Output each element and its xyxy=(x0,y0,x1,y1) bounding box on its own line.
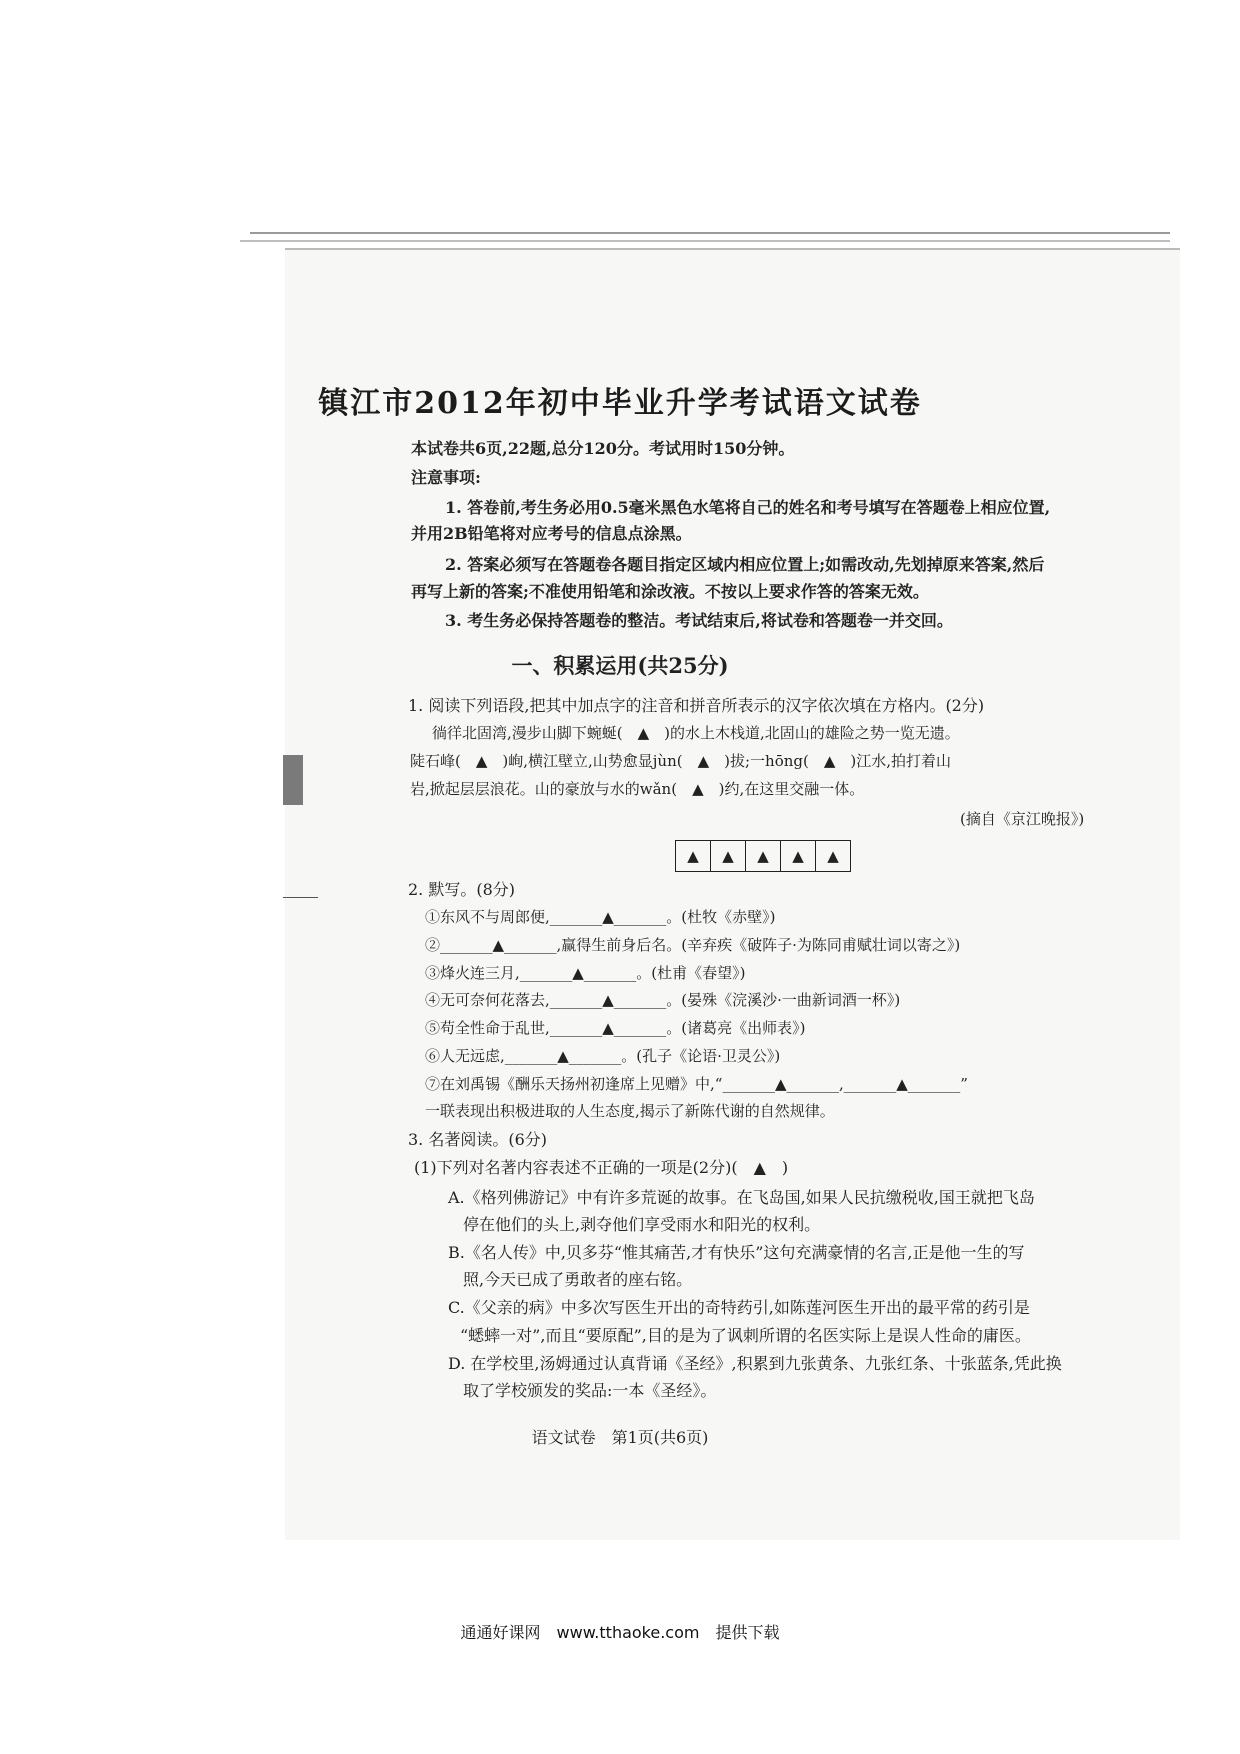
passage-line: 陡石峰( ▲ )峋,横江壁立,山势愈显jùn( ▲ )拔;一hōng( ▲ )江水,拍打着山 xyxy=(410,752,952,770)
notice-line: 2. 答案必须写在答题卷各题目指定区域内相应位置上;如需改动,先划掉原来答案,然后 xyxy=(445,555,1045,574)
option-line: “蟋蟀一对”,而且“要原配”,目的是为了讽刺所谓的名医实际上是误人性命的庸医。 xyxy=(460,1326,1031,1345)
dictation-line: ⑤苟全性命于乱世,_______▲_______。(诸葛亮《出师表》) xyxy=(425,1019,806,1037)
notice-heading: 注意事项: xyxy=(411,468,481,487)
answer-box: ▲ xyxy=(711,841,746,871)
dictation-line: 一联表现出积极进取的人生态度,揭示了新陈代谢的自然规律。 xyxy=(425,1102,835,1120)
answer-box: ▲ xyxy=(676,841,711,871)
passage-line: 岩,掀起层层浪花。山的豪放与水的wǎn( ▲ )约,在这里交融一体。 xyxy=(410,780,865,798)
answer-boxes xyxy=(675,840,851,872)
dictation-line: ③烽火连三月,_______▲_______。(杜甫《春望》) xyxy=(425,964,746,982)
option-line: D. 在学校里,汤姆通过认真背诵《圣经》,积累到九张黄条、九张红条、十张蓝条,凭此换 xyxy=(448,1354,1062,1373)
notice-line: 并用2B铅笔将对应考号的信息点涂黑。 xyxy=(411,524,692,543)
scan-edge-top-2 xyxy=(240,240,1170,242)
exam-title: 镇江市2012年初中毕业升学考试语文试卷 xyxy=(318,386,922,421)
answer-box: ▲ xyxy=(746,841,781,871)
notice-line: 再写上新的答案;不准使用铅笔和涂改液。不按以上要求作答的答案无效。 xyxy=(411,582,929,601)
answer-box: ▲ xyxy=(781,841,816,871)
download-note: 通通好课网 www.tthaoke.com 提供下载 xyxy=(460,1623,780,1642)
notice-line: 1. 答卷前,考生务必用0.5毫米黑色水笔将自己的姓名和考号填写在答题卷上相应位置, xyxy=(445,498,1051,517)
section-heading: 一、积累运用(共25分) xyxy=(511,653,729,678)
binding-mark xyxy=(283,755,303,805)
notice-line: 3. 考生务必保持答题卷的整洁。考试结束后,将试卷和答题卷一并交回。 xyxy=(445,611,953,630)
dictation-line: ④无可奈何花落去,_______▲_______。(晏殊《浣溪沙·一曲新词酒一杯》) xyxy=(425,991,901,1009)
margin-line xyxy=(283,897,318,898)
option-line: B.《名人传》中,贝多芬“惟其痛苦,才有快乐”这句充满豪情的名言,正是他一生的写 xyxy=(448,1243,1025,1262)
scan-edge-top xyxy=(250,232,1170,234)
question-stem: 3. 名著阅读。(6分) xyxy=(408,1130,548,1149)
dictation-line: ①东风不与周郎便,_______▲_______。(杜牧《赤壁》) xyxy=(425,908,776,926)
dictation-line: ②_______▲_______,赢得生前身后名。(辛弃疾《破阵子·为陈同甫赋壮词以寄之》) xyxy=(425,936,961,954)
sub-question: (1)下列对名著内容表述不正确的一项是(2分)( ▲ ) xyxy=(414,1158,789,1177)
exam-info: 本试卷共6页,22题,总分120分。考试用时150分钟。 xyxy=(411,439,795,458)
dictation-line: ⑦在刘禹锡《酬乐天扬州初逢席上见赠》中,“_______▲_______,_______▲_______” xyxy=(425,1075,968,1093)
option-line: C.《父亲的病》中多次写医生开出的奇特药引,如陈莲河医生开出的最平常的药引是 xyxy=(448,1298,1030,1317)
option-line: 取了学校颁发的奖品:一本《圣经》。 xyxy=(463,1381,717,1400)
passage-line: 徜徉北固湾,漫步山脚下蜿蜒( ▲ )的水上木栈道,北固山的雄险之势一览无遗。 xyxy=(432,724,960,742)
question-stem: 1. 阅读下列语段,把其中加点字的注音和拼音所表示的汉字依次填在方格内。(2分) xyxy=(408,696,985,715)
option-line: 停在他们的头上,剥夺他们享受雨水和阳光的权利。 xyxy=(463,1215,821,1234)
option-line: 照,今天已成了勇敢者的座右铭。 xyxy=(463,1270,693,1289)
page-footer: 语文试卷 第1页(共6页) xyxy=(531,1428,709,1447)
dictation-line: ⑥人无远虑,_______▲_______。(孔子《论语·卫灵公》) xyxy=(425,1047,781,1065)
question-stem: 2. 默写。(8分) xyxy=(408,880,516,899)
passage-source: (摘自《京江晚报》) xyxy=(960,810,1085,828)
answer-box: ▲ xyxy=(827,847,839,865)
option-line: A.《格列佛游记》中有许多荒诞的故事。在飞岛国,如果人民抗缴税收,国王就把飞岛 xyxy=(448,1188,1035,1207)
